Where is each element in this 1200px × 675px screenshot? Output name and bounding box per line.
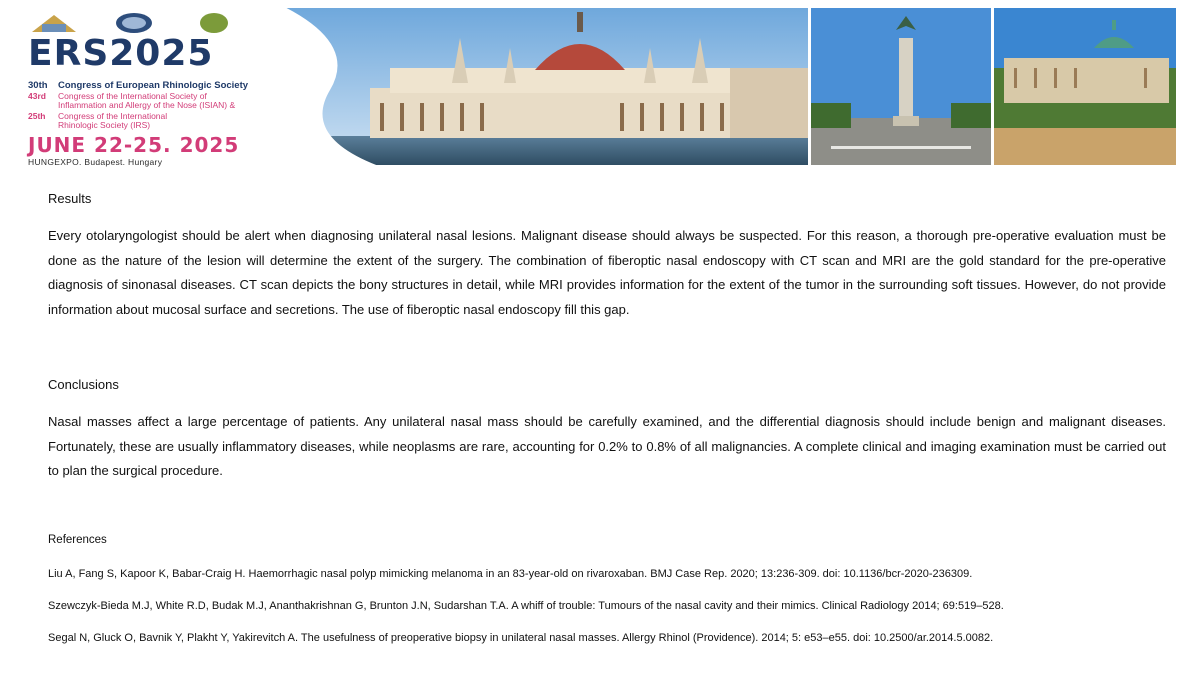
column-monument-photo bbox=[811, 8, 991, 165]
congress-banner bbox=[0, 0, 1200, 170]
results-text: Every otolaryngologist should be alert when diagnosing unilateral nasal lesions. Malignant disease should always be suspected. For this reason, a thorough pre-operative evaluation must be done as the nature of the lesion will determine the extent of the surgery. The combination of fiberoptic nasal endoscopy with CT scan and MRI are the gold standard for the pre-operative diagnosis of sinonasal diseases. CT scan depicts the bony structures in detail, while MRI provides information for the extent of the tumor in the surrounding soft tissues. However, do not provide information about mucosal surface and secretions. The use of fiberoptic nasal endoscopy fill this gap. bbox=[48, 228, 1166, 317]
reference-item: Segal N, Gluck O, Bavnik Y, Plakht Y, Yakirevitch A. The usefulness of preoperative biopsy in unilateral nasal masses. Allergy Rhinol (Providence). 2014; 5: e53–e55. doi: 10.2500/ar.2014.5.0082. bbox=[48, 632, 994, 644]
congress-line-3: Inflammation and Allergy of the Nose (ISIAN) & bbox=[58, 100, 236, 110]
leaf-logo-icon bbox=[188, 12, 240, 34]
seal-logo-icon bbox=[108, 12, 160, 34]
congress-line-1: 30th Congress of European Rhinologic Society bbox=[28, 80, 249, 91]
house-logo-icon bbox=[28, 12, 80, 34]
results-heading: Results bbox=[48, 191, 92, 206]
reference-item: Szewczyk-Bieda M.J, White R.D, Budak M.J, Ananthakrishnan G, Brunton J.N, Sudarshan T.A. A whiff of trouble: Tumours of the nasal cavity and their mimics. Clinical Radiology 2014; 69:519–528. bbox=[48, 600, 1004, 612]
event-venue: HUNGEXPO. Budapest. Hungary bbox=[28, 157, 163, 167]
congress-line-4: 25th Congress of the International bbox=[28, 111, 168, 121]
congress-line-5: Rhinologic Society (IRS) bbox=[58, 120, 151, 130]
references-heading: References bbox=[48, 534, 107, 546]
event-brand: ERS2025 bbox=[28, 33, 214, 74]
event-date: JUNE 22-25. 2025 bbox=[28, 133, 240, 157]
conclusions-text: Nasal masses affect a large percentage of patients. Any unilateral nasal mass should be carefully examined, and the differential diagnosis should include benign and malignant diseases. Fortunately, these are usually inflammatory diseases, while neoplasms are rare, accounting for 0.2% to 0.8% of all malignancies. A complete clinical and imaging examination must be carried out to plan the surgical procedure. bbox=[48, 414, 1166, 478]
society-logos bbox=[28, 12, 240, 34]
brand-block bbox=[18, 8, 358, 168]
castle-photo bbox=[994, 8, 1176, 165]
reference-item: Liu A, Fang S, Kapoor K, Babar-Craig H. Haemorrhagic nasal polyp mimicking melanoma in an 83-year-old on rivaroxaban. BMJ Case Rep. 2020; 13:236-309. doi: 10.1136/bcr-2020-236309. bbox=[48, 568, 973, 580]
congress-line-2: 43rd Congress of the International Society of bbox=[28, 91, 207, 101]
conclusions-heading: Conclusions bbox=[48, 377, 119, 392]
